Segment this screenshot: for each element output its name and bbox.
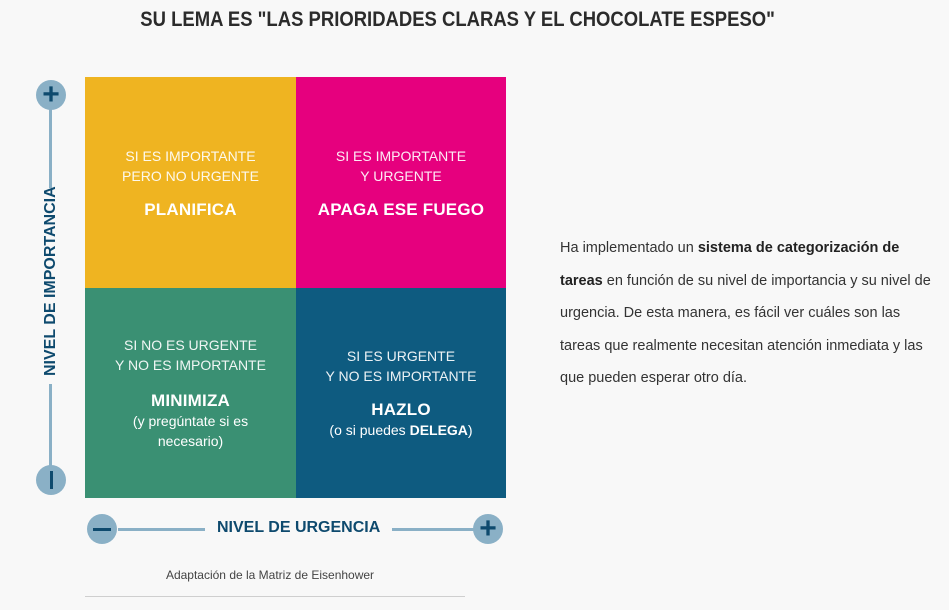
importance-plus-icon: + [36, 80, 66, 110]
page-title: SU LEMA ES "LAS PRIORIDADES CLARAS Y EL CHOCOLATE ESPESO" [140, 8, 775, 31]
quadrant-condition-line: SI NO ES URGENTE [123, 337, 258, 353]
quadrant-condition-line: SI ES IMPORTANTE [335, 147, 467, 164]
quadrant-fire [296, 77, 506, 288]
quadrant-condition-line: Y NO ES IMPORTANTE [115, 357, 266, 373]
description-text: en función de su nivel de importancia y su nivel de urgencia. De esta manera, es fácil ver cuáles son las tareas que realmente necesitan atención inmediata y las que pueden esperar otro día. [560, 272, 931, 386]
quadrant-condition-line: SI ES URGENTE [346, 348, 456, 364]
figure-caption: Adaptación de la Matriz de Eisenhower [165, 568, 375, 582]
caption-divider [85, 596, 465, 597]
note-suffix: ) [467, 422, 473, 438]
quadrant-action: APAGA ESE FUEGO [317, 199, 485, 219]
description-text: Ha implementado un [560, 240, 698, 256]
note-bold: DELEGA [409, 422, 468, 438]
quadrant-plan [85, 77, 296, 288]
quadrant-minimize [85, 288, 296, 498]
quadrant-action: HAZLO [371, 400, 431, 419]
horizontal-axis-label: NIVEL DE URGENCIA [205, 519, 392, 537]
quadrant-action: MINIMIZA [150, 391, 231, 410]
description-paragraph [560, 232, 938, 395]
importance-minus-icon [36, 465, 66, 495]
note-prefix: (o si puedes [329, 422, 410, 438]
quadrant-action: PLANIFICA [144, 199, 237, 219]
vertical-axis-label: NIVEL DE IMPORTANCIA [42, 188, 60, 384]
quadrant-condition-line: Y URGENTE [360, 167, 442, 184]
quadrant-condition-line: PERO NO URGENTE [122, 167, 259, 184]
quadrant-condition-line: SI ES IMPORTANTE [125, 147, 256, 164]
urgency-plus-icon: + [473, 514, 503, 544]
quadrant-condition-line: Y NO ES IMPORTANTE [325, 368, 477, 384]
description-highlight: sistema de categorización de tareas [560, 240, 900, 289]
quadrant-note: necesario) [157, 433, 224, 449]
urgency-minus-icon [87, 514, 117, 544]
quadrant-delegate [296, 288, 506, 498]
quadrant-note [329, 420, 472, 440]
quadrant-note: (y pregúntate si es [132, 413, 249, 429]
